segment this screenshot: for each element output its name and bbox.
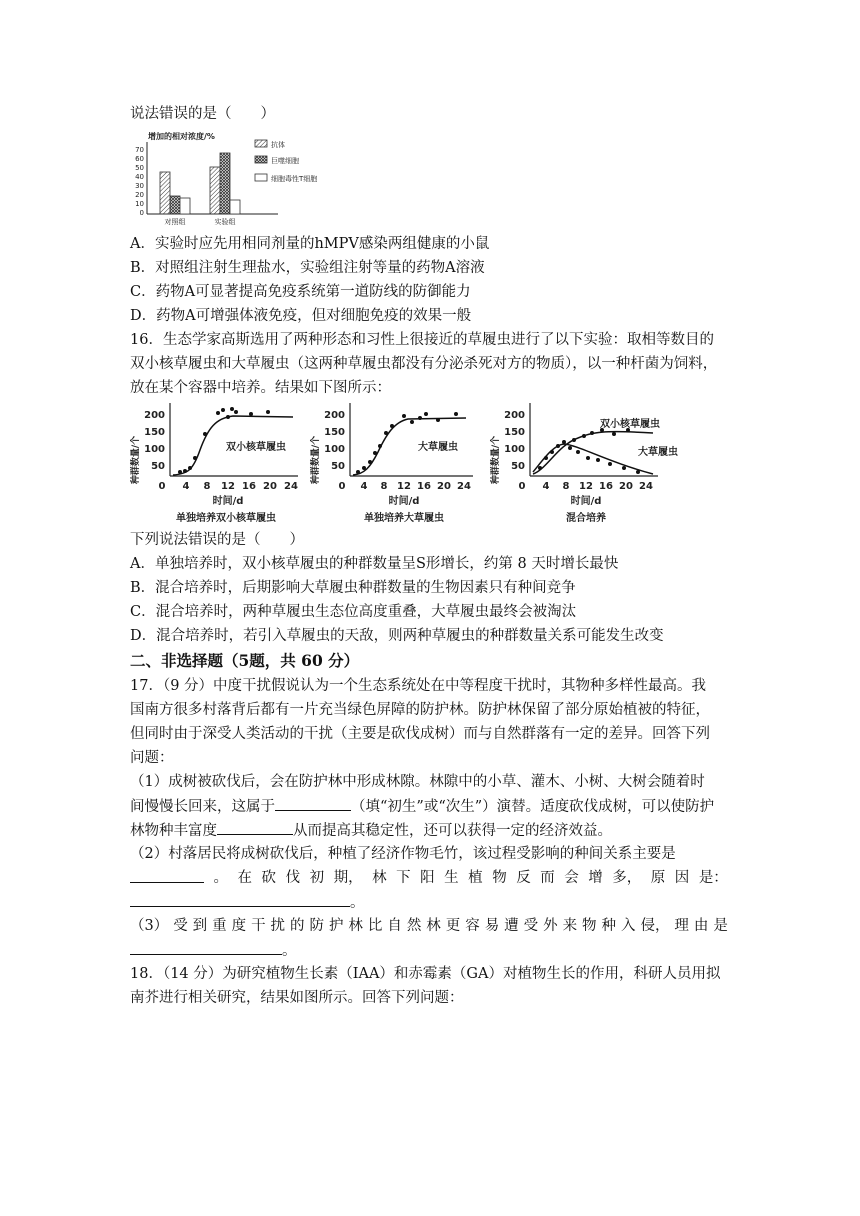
q17-part1-text: （填“初生”或“次生”）演替。适度砍伐成树，可以使防护 — [351, 799, 715, 815]
q17-part2-char: 增 — [588, 870, 603, 886]
q15-option-c: C．药物A可显著提高免疫系统第一道防线的防御能力 — [130, 284, 471, 300]
q16-option-b: B．混合培养时，后期影响大草履虫种群数量的生物因素只有种间竞争 — [130, 580, 576, 596]
section-title: 二、非选择题（5题，共 60 分） — [130, 651, 360, 670]
paramecium-growth-charts — [128, 400, 694, 526]
q17-line: 17．（9 分）中度干扰假说认为一个生态系统处在中等程度干扰时，其物种多样性最高。我 — [130, 678, 707, 694]
answer-blank[interactable] — [275, 796, 351, 811]
q16-stem-line: 放在某个容器中培养。结果如下图所示： — [130, 380, 391, 396]
ytick: 30 — [135, 182, 144, 190]
answer-blank[interactable] — [130, 892, 350, 907]
q17-part2-char: 多， — [612, 870, 642, 886]
xtick: 0 — [158, 481, 166, 492]
xtick: 12 — [221, 481, 235, 492]
q17-part3-char: 侵， — [640, 918, 670, 934]
q17-part3-char: 林 — [348, 918, 363, 934]
q17-line: 国南方很多村落背后都有一片充当绿色屏障的防护林。防护林保留了部分原始植被的特征， — [130, 702, 710, 718]
q17-part2-char: 林 — [372, 870, 387, 886]
xtick: 4 — [182, 481, 190, 492]
q17-part3-char: 是 — [713, 918, 728, 934]
xtick: 20 — [437, 481, 451, 492]
q17-part3-char: 容 — [465, 918, 480, 934]
xtick: 16 — [242, 481, 256, 492]
bar-control-antibody — [160, 172, 170, 214]
q17-part3-char: 到 — [192, 918, 208, 934]
ytick: 70 — [135, 146, 144, 154]
q17-part3-char: 度 — [231, 918, 247, 934]
q17-part3-char: 防 — [309, 918, 324, 934]
q17-part3-char: （3） — [130, 918, 169, 934]
chart-panel-1 — [129, 403, 298, 524]
xtick: 0 — [518, 481, 526, 492]
ytick: 200 — [504, 410, 525, 421]
q17-part2-justified — [130, 868, 728, 888]
legend-swatch-tcell — [255, 174, 267, 181]
xtick: 8 — [380, 481, 388, 492]
q17-part3-char: 扰 — [270, 918, 286, 934]
xtick: 16 — [599, 481, 613, 492]
q17-part1-text: 从而提高其稳定性，还可以获得一定的经济效益。 — [293, 823, 612, 839]
q17-part2-char: 会 — [564, 870, 579, 886]
q15-option-b: B．对照组注射生理盐水，实验组注射等量的药物A溶液 — [130, 260, 485, 276]
q17-part3-char: 然 — [406, 918, 422, 934]
xtick: 24 — [457, 481, 471, 492]
q18-line: 南芥进行相关研究，结果如图所示。回答下列问题： — [130, 990, 464, 1006]
q17-part3-line — [130, 916, 728, 936]
xtick: 8 — [203, 481, 211, 492]
panel1-xlabel: 时间/d — [212, 496, 244, 507]
ytick: 50 — [331, 461, 345, 472]
bar-chart-ylabel: 增加的相对浓度/% — [148, 132, 215, 141]
q17-part2-char: 物 — [492, 870, 507, 886]
q17-part3-line — [130, 940, 297, 961]
legend-swatch-macrophage — [255, 156, 267, 163]
q17-part3-char: 自 — [387, 918, 402, 934]
q17-part3-justified — [130, 916, 728, 936]
ytick: 40 — [135, 173, 144, 181]
q17-part3-char: 种 — [601, 918, 617, 934]
bar-control-tcell — [180, 198, 190, 214]
xtick: 8 — [562, 481, 570, 492]
ytick: 50 — [511, 461, 525, 472]
q17-part1-line: （1）成树被砍伐后，会在防护林中形成林隙。林隙中的小草、灌木、小树、大树会随着时 — [130, 774, 705, 790]
chart-panel-3 — [489, 403, 678, 524]
bar-exp-tcell — [230, 200, 240, 214]
q17-part1-line — [130, 796, 714, 817]
q17-part2-char: 阳 — [420, 870, 435, 886]
q17-part3-char: 林 — [426, 918, 441, 934]
q17-part2-char: 生 — [444, 870, 459, 886]
q17-part2-char: 初 — [309, 870, 325, 886]
ytick: 100 — [144, 444, 165, 455]
ytick: 10 — [135, 200, 144, 208]
q17-part2-char: 因 — [674, 870, 690, 886]
q17-part3-text: 。 — [282, 943, 297, 959]
q17-part2-char: 下 — [396, 870, 411, 886]
xtick: 0 — [338, 481, 346, 492]
q17-part2-char: 在 — [237, 870, 253, 886]
panel2-curve-label: 大草履虫 — [418, 442, 458, 453]
q16-option-a: A．单独培养时，双小核草履虫的种群数量呈S形增长，约第 8 天时增长最快 — [130, 556, 619, 572]
legend-label: 抗体 — [271, 141, 285, 149]
q16-stem-line: 16．生态学家高斯选用了两种形态和习性上很接近的草履虫进行了以下实验：取相等数目的 — [130, 332, 714, 348]
q17-part3-char: 受 — [173, 918, 188, 934]
xtick: 24 — [639, 481, 653, 492]
q17-part3-char: 比 — [367, 918, 383, 934]
q17-part2-line: （2）村落居民将成树砍伐后，种植了经济作物毛竹，该过程受影响的种间关系主要是 — [130, 846, 676, 862]
answer-blank[interactable] — [130, 868, 204, 883]
q17-part3-char: 重 — [212, 918, 227, 934]
ytick: 0 — [139, 209, 144, 217]
panel2-xlabel: 时间/d — [388, 496, 420, 507]
q17-part3-char: 理 — [674, 918, 689, 934]
q16-prompt: 下列说法错误的是（ ） — [130, 532, 304, 548]
ytick: 150 — [144, 427, 165, 438]
q17-part2-char: 植 — [468, 870, 483, 886]
question-15-stem: 说法错误的是（ ） — [130, 106, 275, 122]
answer-blank[interactable] — [130, 940, 282, 955]
q15-option-a: A．实验时应先用相同剂量的hMPV感染两组健康的小鼠 — [130, 236, 490, 252]
panel3-curve-label-small: 双小核草履虫 — [600, 419, 660, 430]
q17-part2-char: 期， — [333, 870, 363, 886]
legend-label: 巨噬细胞 — [271, 157, 299, 165]
q18-line: 18．（14 分）为研究植物生长素（IAA）和赤霉素（GA）对植物生长的作用，科研人员用拟 — [130, 966, 721, 982]
q17-part3-char: 护 — [328, 918, 344, 934]
q17-part2-char: 砍 — [261, 870, 277, 886]
q17-part3-char: 更 — [445, 918, 461, 934]
ytick: 150 — [504, 427, 525, 438]
bar-exp-antibody — [210, 167, 220, 214]
chart-panel-2 — [309, 403, 473, 524]
category-label: 对照组 — [164, 218, 186, 226]
q17-part1-text: 林物种丰富度 — [130, 823, 217, 839]
q17-part1-line — [130, 820, 612, 841]
panel3-xlabel: 时间/d — [570, 496, 602, 507]
xtick: 20 — [263, 481, 277, 492]
q17-part3-char: 的 — [290, 918, 305, 934]
bar-exp-macrophage — [220, 153, 230, 214]
ytick: 60 — [135, 155, 144, 163]
q17-part3-char: 受 — [523, 918, 539, 934]
q17-line: 问题： — [130, 750, 174, 766]
q17-line: 但同时由于深受人类活动的干扰（主要是砍伐成树）而与自然群落有一定的差异。回答下列 — [130, 726, 710, 742]
xtick: 12 — [397, 481, 411, 492]
xtick: 24 — [284, 481, 298, 492]
q17-part3-char: 来 — [562, 918, 578, 934]
ytick: 100 — [324, 444, 345, 455]
q17-part3-char: 干 — [251, 918, 266, 934]
ytick: 150 — [324, 427, 345, 438]
ytick: 100 — [504, 444, 525, 455]
q17-part3-char: 外 — [543, 918, 558, 934]
q17-part2-text: 。 — [350, 895, 365, 911]
panel3-caption: 混合培养 — [566, 513, 606, 524]
panel1-ylabel: 种群数量/个 — [131, 435, 141, 485]
q17-part2-char: 。 — [213, 870, 229, 886]
q17-part3-char: 物 — [582, 918, 597, 934]
q17-part3-char: 易 — [484, 918, 500, 934]
q17-part2-char: 原 — [650, 870, 666, 886]
q17-part2-line — [130, 868, 728, 888]
q17-part2-char: 是： — [698, 870, 728, 886]
ytick: 200 — [144, 410, 165, 421]
q17-part3-char: 入 — [620, 918, 636, 934]
panel1-curve-label: 双小核草履虫 — [226, 442, 286, 453]
xtick: 20 — [619, 481, 633, 492]
q17-part2-char: 伐 — [285, 870, 301, 886]
q17-part3-char: 遭 — [504, 918, 519, 934]
answer-blank[interactable] — [217, 820, 293, 835]
xtick: 4 — [360, 481, 368, 492]
ytick: 50 — [135, 164, 144, 172]
q17-part2-char: 而 — [540, 870, 555, 886]
panel3-curve-label-large: 大草履虫 — [638, 447, 678, 458]
xtick: 16 — [417, 481, 431, 492]
q16-option-d: D．混合培养时，若引入草履虫的天敌，则两种草履虫的种群数量关系可能发生改变 — [130, 628, 664, 644]
xtick: 12 — [579, 481, 593, 492]
immune-bar-chart — [128, 130, 350, 230]
panel2-caption: 单独培养大草履虫 — [364, 513, 444, 524]
ytick: 20 — [135, 191, 144, 199]
q16-stem-line: 双小核草履虫和大草履虫（这两种草履虫都没有分泌杀死对方的物质），以一种杆菌为饲料， — [130, 356, 718, 372]
legend-label: 细胞毒性T细胞 — [271, 175, 318, 183]
xtick: 4 — [542, 481, 550, 492]
q17-part1-text: 间慢慢长回来，这属于 — [130, 799, 275, 815]
q16-option-c: C．混合培养时，两种草履虫生态位高度重叠，大草履虫最终会被淘汰 — [130, 604, 577, 620]
legend-swatch-antibody — [255, 140, 267, 147]
q15-option-d: D．药物A可增强体液免疫，但对细胞免疫的效果一般 — [130, 308, 472, 324]
panel1-caption: 单独培养双小核草履虫 — [176, 513, 276, 524]
q17-part3-char: 由 — [693, 918, 709, 934]
panel3-ylabel: 种群数量/个 — [491, 435, 501, 485]
q17-part2-line — [130, 892, 365, 913]
q17-part2-char: 反 — [516, 870, 531, 886]
panel2-ylabel: 种群数量/个 — [311, 435, 321, 485]
ytick: 50 — [151, 461, 165, 472]
bar-control-macrophage — [170, 196, 180, 214]
category-label: 实验组 — [214, 218, 236, 226]
ytick: 200 — [324, 410, 345, 421]
